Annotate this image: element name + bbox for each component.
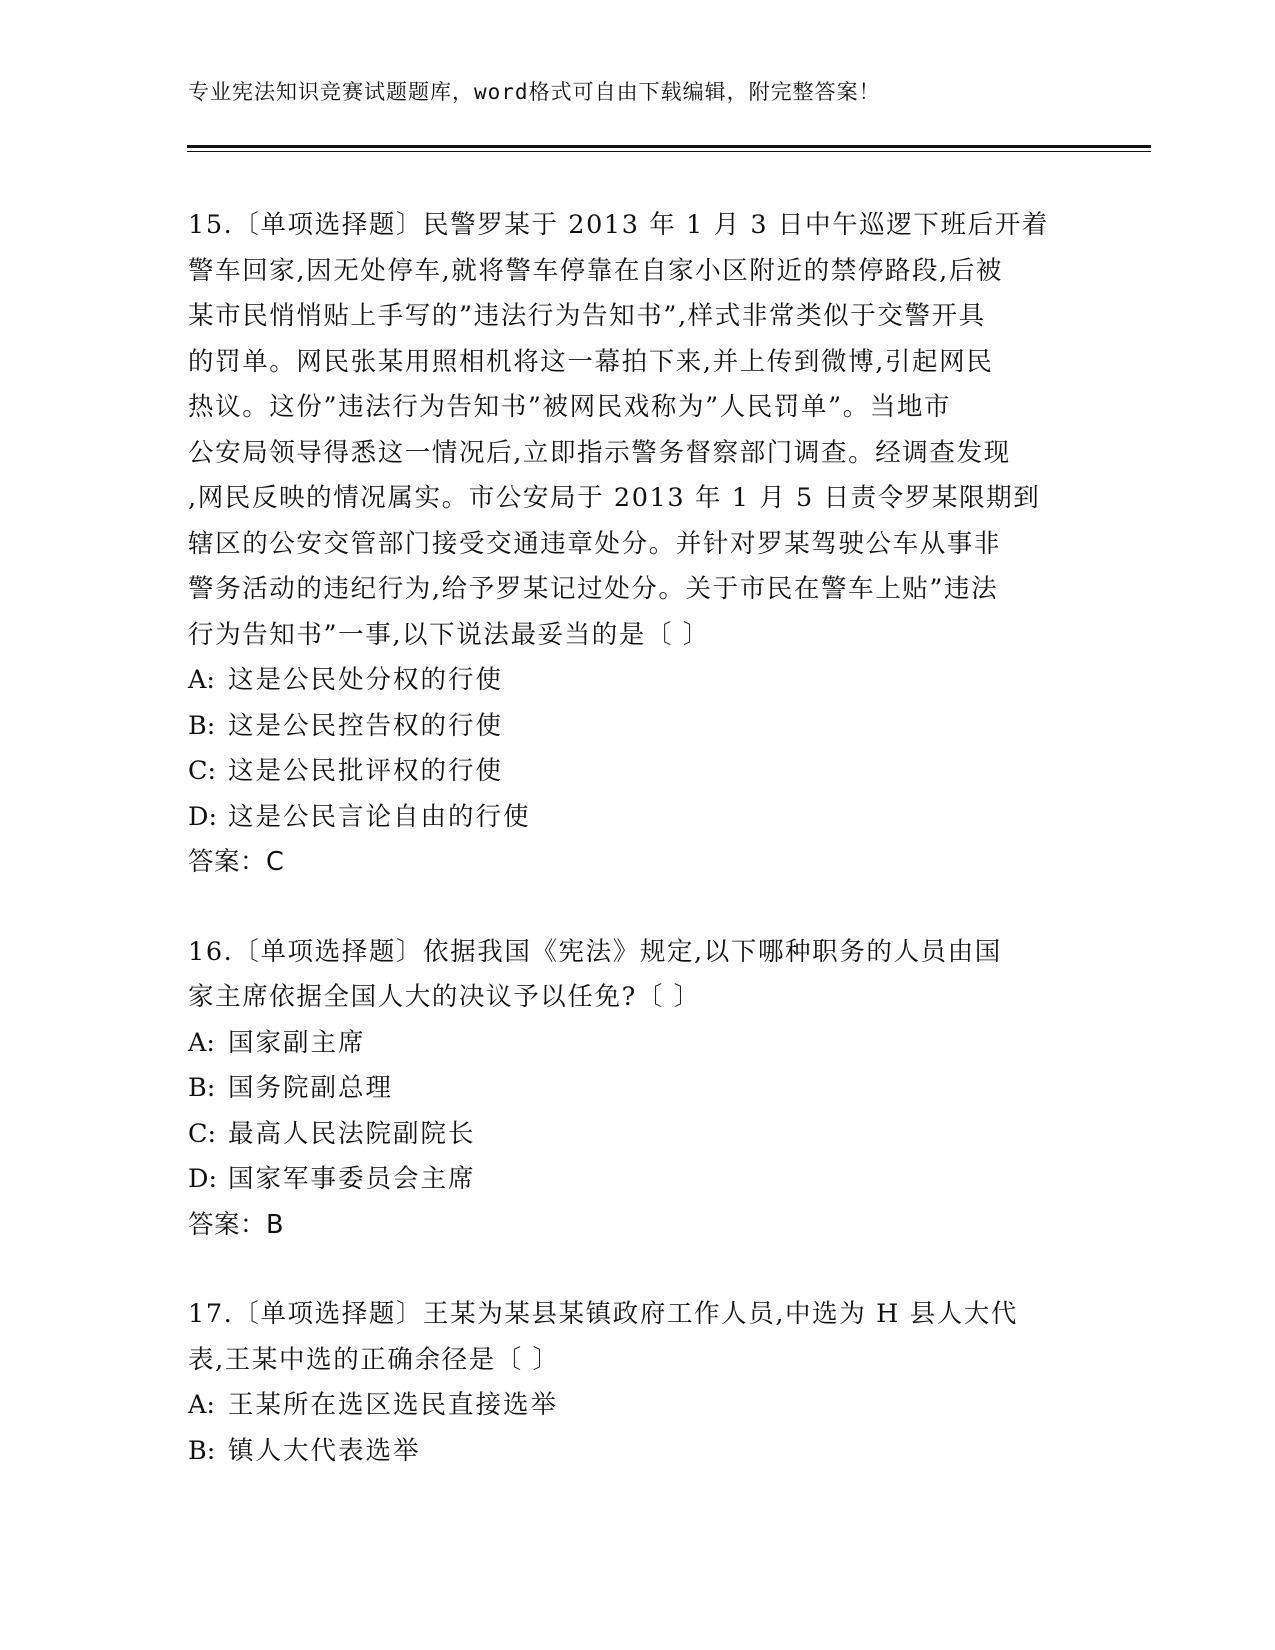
- page-header: 专业宪法知识竞赛试题题库，word格式可自由下载编辑，附完整答案！: [188, 80, 881, 104]
- question-line: 某市民悄悄贴上手写的”违法行为告知书”,样式非常类似于交警开具: [188, 301, 986, 331]
- option-key: B:: [188, 710, 216, 741]
- question-line: 16.〔单项选择题〕依据我国《宪法》规定,以下哪种职务的人员由国: [188, 936, 1002, 967]
- option-text: 这是公民处分权的行使: [228, 665, 504, 695]
- option-c: [188, 1112, 1088, 1158]
- option-b: [188, 1066, 1088, 1112]
- option-key: D:: [188, 1164, 218, 1194]
- question-line: 15.〔单项选择题〕民警罗某于 2013 年 1 月 3 日中午巡逻下班后开着: [188, 210, 1049, 240]
- question-line: 公安局领导得悉这一情况后,立即指示警务督察部门调查。经调查发现: [188, 437, 1011, 468]
- option-text: 镇人大代表选举: [228, 1435, 421, 1466]
- option-a: [188, 658, 1088, 704]
- spacer: [188, 886, 1088, 930]
- option-text: 国家军事委员会主席: [228, 1164, 476, 1194]
- option-a: [188, 1021, 1088, 1067]
- option-text: 王某所在选区选民直接选举: [228, 1390, 559, 1420]
- header-rule-thick: [187, 145, 1151, 148]
- option-b: [188, 704, 1088, 750]
- option-text: 国务院副总理: [228, 1073, 394, 1103]
- spacer: [188, 1248, 1088, 1292]
- question-line: 的罚单。网民张某用照相机将这一幕拍下来,并上传到微博,引起网民: [188, 346, 994, 377]
- question-line: 警车回家,因无处停车,就将警车停靠在自家小区附近的禁停路段,后被: [188, 255, 1004, 286]
- header-rule-thin: [187, 151, 1151, 152]
- answer-line: 答案：B: [188, 1209, 284, 1240]
- answer-line: 答案：C: [188, 847, 285, 877]
- option-key: C:: [188, 756, 217, 786]
- question-15: [188, 203, 1088, 886]
- question-line: 表,王某中选的正确余径是〔 〕: [188, 1344, 560, 1375]
- option-key: A:: [188, 665, 216, 695]
- question-line: 热议。这份”违法行为告知书”被网民戏称为”人民罚单”。当地市: [188, 392, 952, 422]
- option-key: A:: [188, 1390, 216, 1420]
- option-d: [188, 795, 1088, 841]
- option-key: C:: [188, 1118, 217, 1149]
- question-17: [188, 1292, 1088, 1474]
- option-key: D:: [188, 801, 218, 832]
- question-line: 辖区的公安交管部门接受交通违章处分。并针对罗某驾驶公车从事非: [188, 528, 1002, 559]
- question-16: [188, 930, 1088, 1249]
- question-line: 17.〔单项选择题〕王某为某县某镇政府工作人员,中选为 H 县人大代: [188, 1299, 1019, 1329]
- question-list: [188, 203, 1088, 1474]
- option-b: [188, 1429, 1088, 1475]
- question-line: 警务活动的违纪行为,给予罗某记过处分。关于市民在警车上贴”违法: [188, 574, 999, 604]
- option-text: 国家副主席: [228, 1027, 366, 1058]
- question-line: 行为告知书”一事,以下说法最妥当的是〔 〕: [188, 619, 710, 650]
- option-text: 这是公民批评权的行使: [228, 756, 504, 786]
- question-line: ,网民反映的情况属实。市公安局于 2013 年 1 月 5 日责令罗某限期到: [188, 483, 1041, 513]
- option-key: A:: [188, 1027, 216, 1058]
- option-key: B:: [188, 1073, 216, 1103]
- option-text: 最高人民法院副院长: [228, 1118, 476, 1149]
- option-text: 这是公民控告权的行使: [228, 710, 504, 741]
- option-c: [188, 749, 1088, 795]
- question-line: 家主席依据全国人大的决议予以任免?〔 〕: [188, 982, 701, 1012]
- option-text: 这是公民言论自由的行使: [228, 801, 531, 832]
- option-d: [188, 1157, 1088, 1203]
- option-a: [188, 1383, 1088, 1429]
- option-key: B:: [188, 1435, 216, 1466]
